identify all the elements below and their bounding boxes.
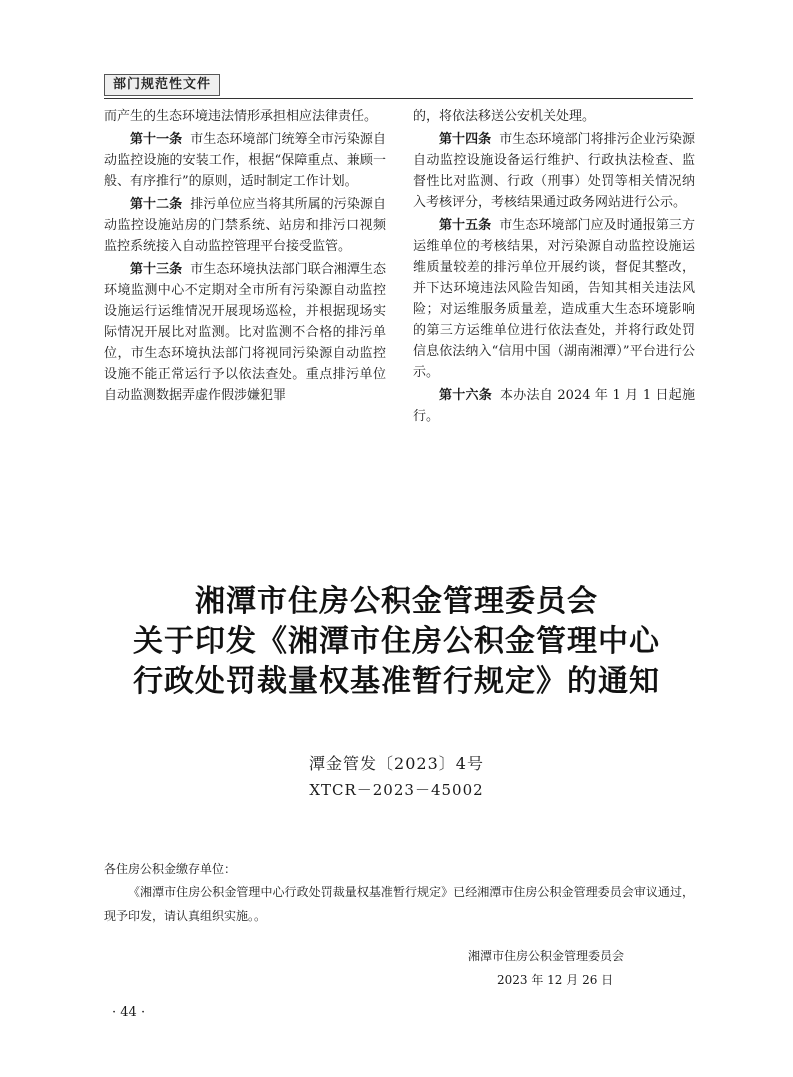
notice-body: 《湘潭市住房公积金管理中心行政处罚裁量权基准暂行规定》已经湘潭市住房公积金管理委员会审议通过，现予印发，请认真组织实施。。: [104, 885, 694, 923]
addressee: 各住房公积金缴存单位：: [104, 862, 237, 876]
article-number: 第十五条: [439, 218, 492, 233]
signing-date: 2023 年 12 月 26 日: [497, 973, 614, 987]
notice-title-line: 关于印发《湘潭市住房公积金管理中心: [133, 624, 660, 659]
signing-organization: 湘潭市住房公积金管理委员会: [468, 949, 625, 963]
article-text: 市生态环境部门应及时通报第三方运维单位的考核结果，对污染源自动监控设施运维质量较差的排污单位开展约谈，督促其整改，并下达环境违法风险告知函，告知其相关违法风险；对运维服务质量差，造成重大生态环境影响的第三方运维单位进行依法查处，并将行政处罚信息依法纳入“信用中国（湖南湘潭）”平台进行公示。: [413, 218, 695, 380]
header-divider: [104, 98, 693, 99]
notice-title-line: 行政处罚裁量权基准暂行规定》的通知: [133, 664, 660, 699]
notice-title: [0, 582, 793, 702]
left-column: [104, 106, 386, 408]
article-14: [413, 129, 695, 213]
page-number: · 44 ·: [112, 1005, 146, 1020]
article-number: 第十六条: [439, 388, 493, 403]
article-11: [104, 129, 386, 192]
article-text: 市生态环境部门将排污企业污染源自动监控设施设备运行维护、行政执法检查、监督性比对监测、行政（刑事）处罚等相关情况纳入考核评分，考核结果通过政务网站进行公示。: [413, 132, 695, 210]
article-text: 本办法自 2024 年 1 月 1 日起施行。: [413, 388, 695, 424]
article-text: 市生态环境执法部门联合湘潭生态环境监测中心不定期对全市所有污染源自动监控设施运行运维情况开展现场巡检，并根据现场实际情况开展比对监测。比对监测不合格的排污单位，市生态环境执法部门将视同污染源自动监控设施不能正常运行予以依法查处。重点排污单位自动监测数据弄虚作假涉嫌犯罪: [104, 262, 386, 403]
article-number: 第十三条: [130, 262, 183, 277]
article-text: 市生态环境部门统筹全市污染源自动监控设施的安装工作，根据“保障重点、兼顾一般、有序推行”的原则，适时制定工作计划。: [104, 132, 386, 189]
article-16: [413, 385, 695, 427]
left-intro-text: 而产生的生态环境违法情形承担相应法律责任。: [104, 109, 378, 124]
article-12: [104, 194, 386, 257]
article-text: 排污单位应当将其所属的污染源自动监控设施站房的门禁系统、站房和排污口视频监控系统接入自动监控管理平台接受监管。: [104, 197, 386, 254]
document-number: 潭金管发〔2023〕4号: [309, 754, 484, 773]
section-label: 部门规范性文件: [104, 74, 220, 96]
article-number: 第十二条: [130, 197, 183, 212]
notice-title-line: 湘潭市住房公积金管理委员会: [195, 584, 598, 619]
right-column: [413, 106, 695, 429]
article-15: [413, 215, 695, 383]
article-number: 第十一条: [130, 132, 183, 147]
article-number: 第十四条: [439, 132, 492, 147]
article-13: [104, 259, 386, 406]
right-intro-text: 的，将依法移送公安机关处理。: [413, 109, 596, 124]
document-code: XTCR－2023－45002: [309, 781, 484, 799]
